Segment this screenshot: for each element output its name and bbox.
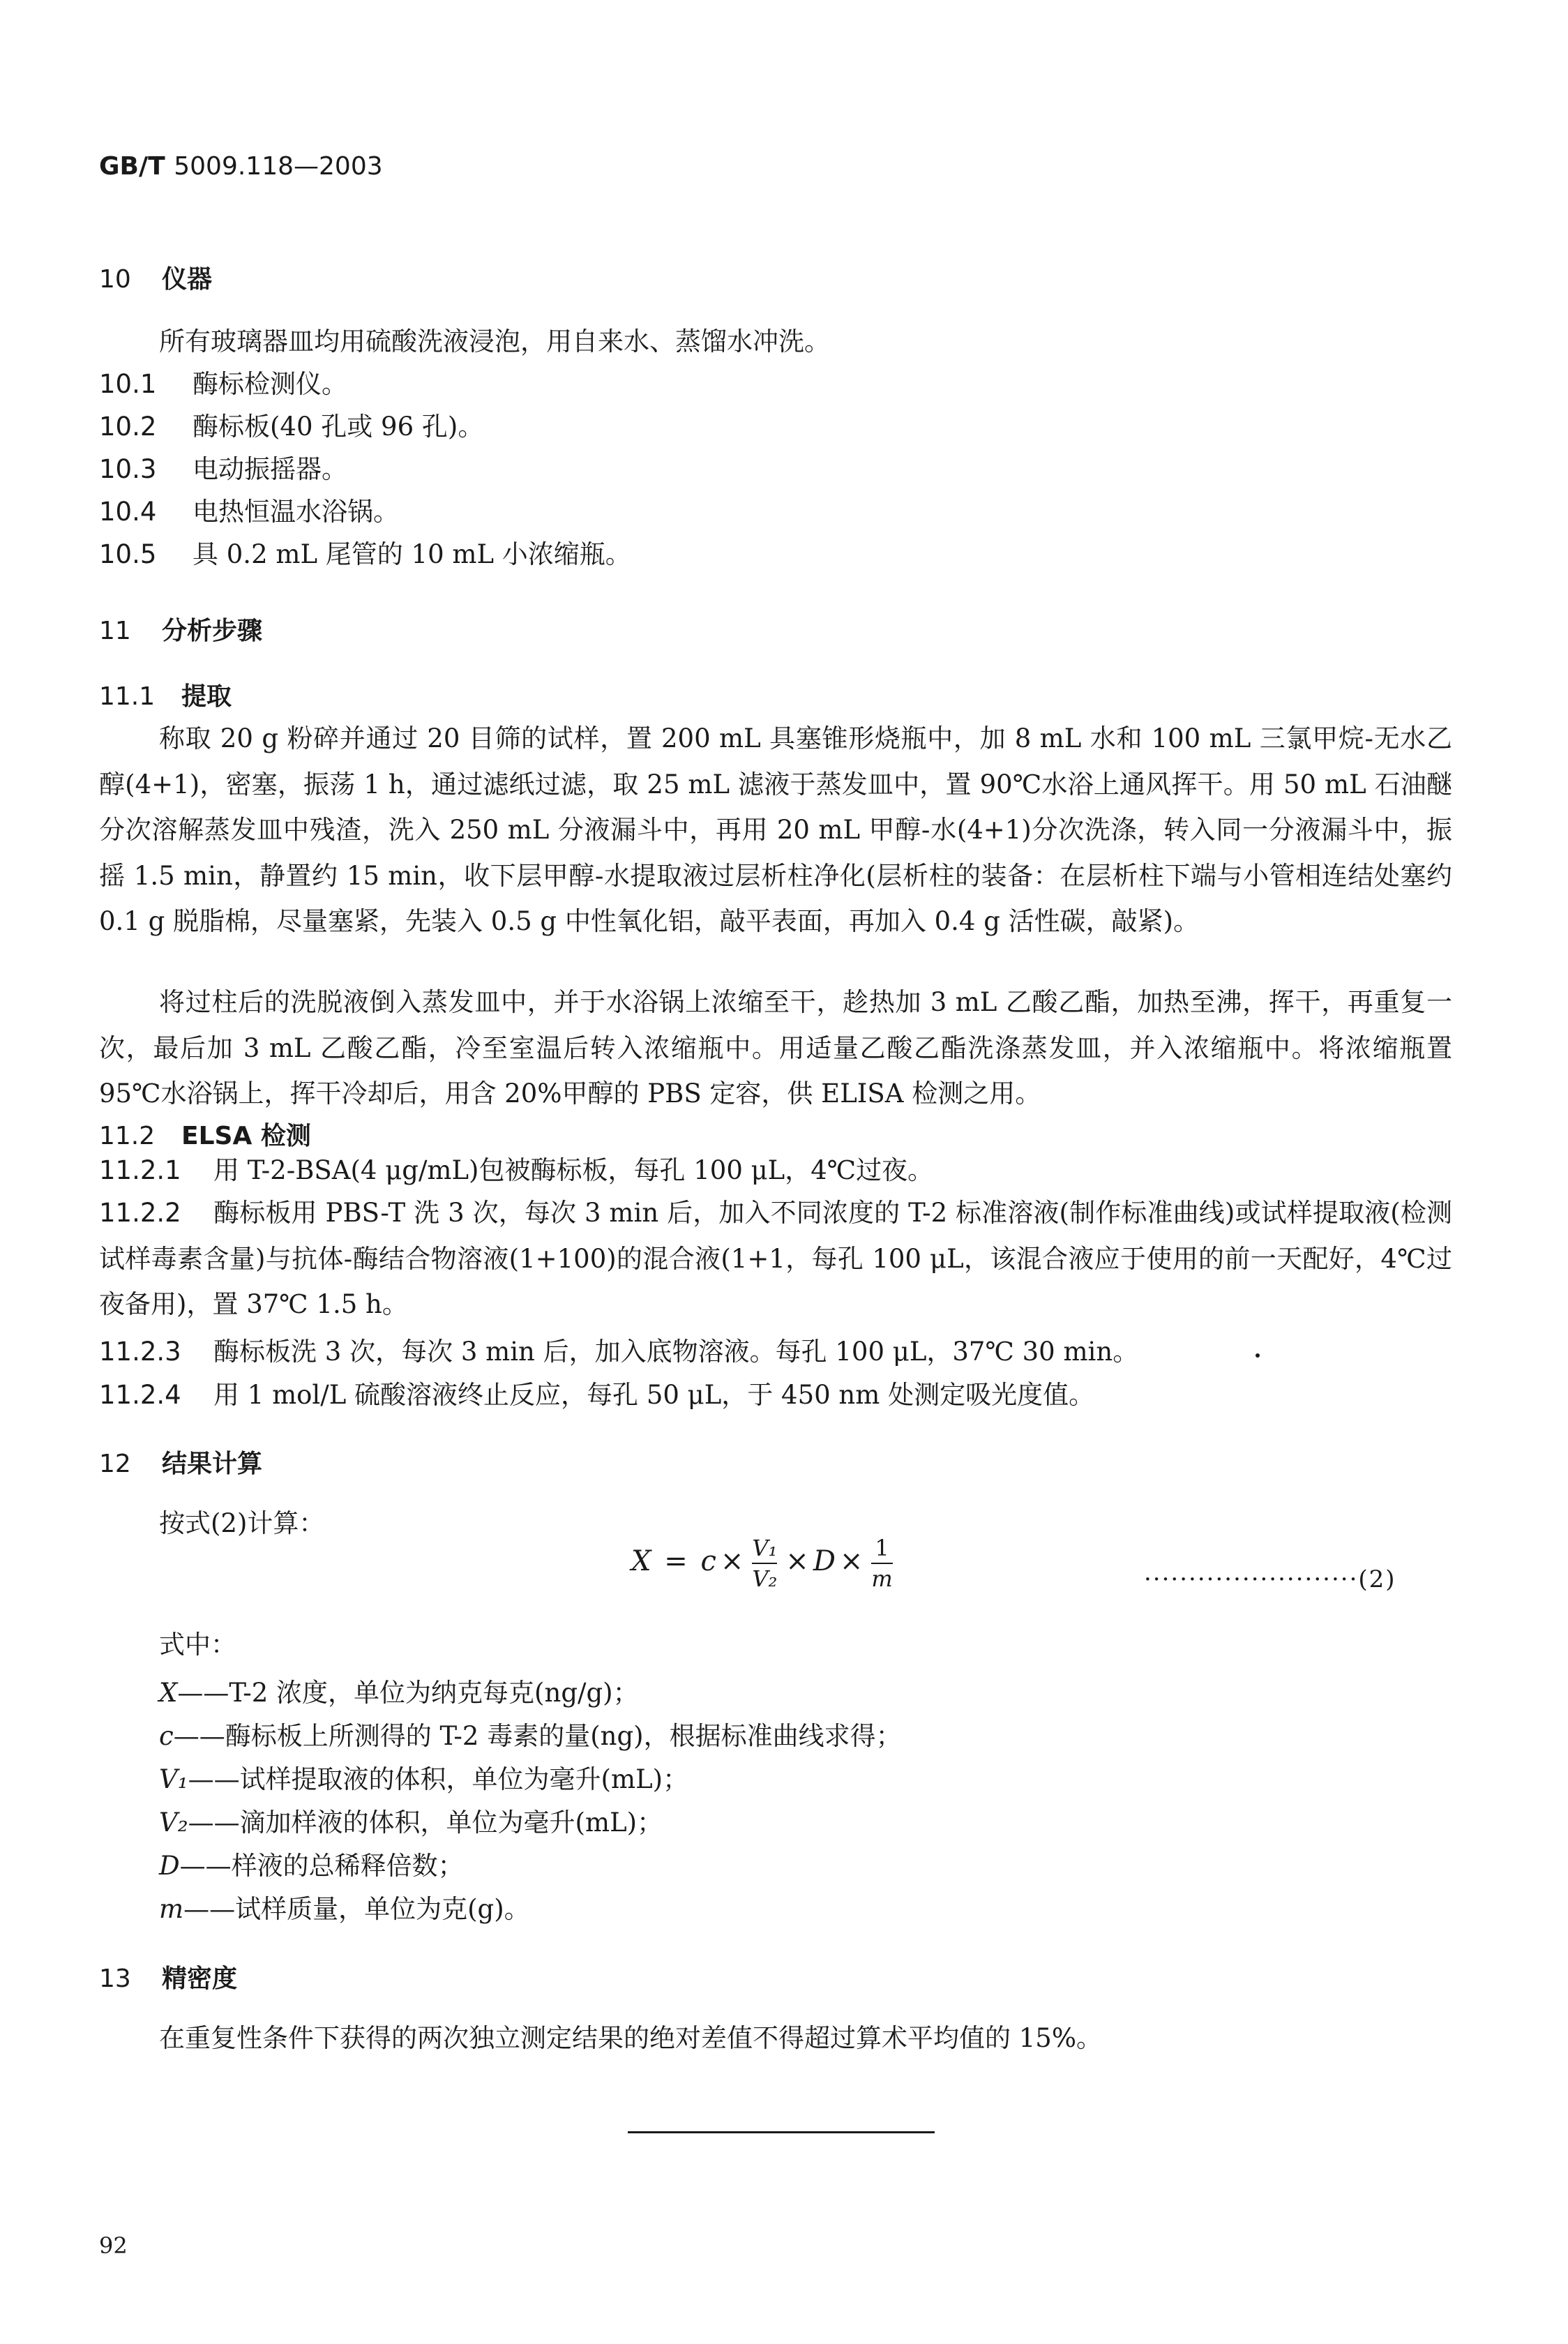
section-number: 11 bbox=[99, 617, 131, 645]
numerator: V₁ bbox=[752, 1535, 778, 1561]
fraction-1-m bbox=[871, 1535, 892, 1592]
legend-m bbox=[159, 1888, 530, 1925]
formula-equals: = bbox=[664, 1545, 688, 1577]
legend-text: ——滴加样液的体积，单位为毫升(mL)； bbox=[188, 1808, 663, 1838]
item-text: 电热恒温水浴锅。 bbox=[193, 497, 399, 527]
item-number: 10.4 bbox=[99, 497, 157, 527]
item-text: 酶标检测仪。 bbox=[193, 369, 347, 399]
legend-symbol: X bbox=[159, 1678, 178, 1708]
item-text: 酶标板(40 孔或 96 孔)。 bbox=[193, 412, 484, 442]
subsection-title: 提取 bbox=[181, 682, 232, 711]
legend-text: ——样液的总稀释倍数； bbox=[179, 1851, 464, 1881]
paragraph-extraction-2: 将过柱后的洗脱液倒入蒸发皿中，并于水浴锅上浓缩至干，趁热加 3 mL 乙酸乙酯，加热至沸，挥干，再重复一次，最后加 3 mL 乙酸乙酯，冷至室温后转入浓缩瓶中。用适量乙酸乙酯洗涤蒸发皿，并入浓缩瓶中。将浓缩瓶置 95℃水浴锅上，挥干冷却后，用含 20%甲醇的 PBS 定容，供 ELISA 检测之用。 bbox=[99, 987, 1452, 1109]
section-11-heading bbox=[99, 611, 262, 647]
item-10-4 bbox=[99, 495, 399, 529]
legend-c bbox=[159, 1715, 902, 1752]
item-text: 用 1 mol/L 硫酸溶液终止反应，每孔 50 μL，于 450 nm 处测定吸光度值。 bbox=[213, 1380, 1095, 1410]
formula-c: c bbox=[700, 1545, 716, 1577]
item-text: 用 T-2-BSA(4 μg/mL)包被酶标板，每孔 100 μL，4℃过夜。 bbox=[213, 1155, 934, 1185]
formula-lhs: X bbox=[631, 1545, 651, 1577]
legend-symbol: c bbox=[159, 1721, 174, 1751]
legend-v2 bbox=[159, 1801, 663, 1839]
item-text: 酶标板洗 3 次，每次 3 min 后，加入底物溶液。每孔 100 μL，37℃ 30 min。 bbox=[213, 1337, 1139, 1367]
subsection-11-2-heading bbox=[99, 1116, 311, 1152]
item-number: 10.1 bbox=[99, 369, 157, 399]
fraction-bar bbox=[871, 1563, 892, 1564]
section-title: 分析步骤 bbox=[162, 617, 263, 645]
scan-speck bbox=[1256, 1353, 1260, 1358]
item-text: 电动振摇器。 bbox=[193, 454, 347, 484]
legend-v1 bbox=[159, 1758, 688, 1796]
item-number: 11.2.3 bbox=[99, 1337, 181, 1367]
item-number: 10.3 bbox=[99, 454, 157, 484]
item-11-2-2 bbox=[99, 1190, 1452, 1328]
legend-text: ——酶标板上所测得的 T-2 毒素的量(ng)，根据标准曲线求得； bbox=[173, 1721, 902, 1751]
formula-d: D bbox=[813, 1545, 836, 1577]
item-10-3 bbox=[99, 453, 347, 486]
legend-text: ——试样提取液的体积，单位为毫升(mL)； bbox=[188, 1764, 689, 1794]
equation-number: ························(2) bbox=[1144, 1565, 1396, 1593]
section-number: 12 bbox=[99, 1450, 131, 1478]
section-title: 结果计算 bbox=[162, 1450, 263, 1478]
section-number: 13 bbox=[99, 1964, 131, 1993]
item-text: 酶标板用 PBS-T 洗 3 次，每次 3 min 后，加入不同浓度的 T-2 标准溶液(制作标准曲线)或试样提取液(检测试样毒素含量)与抗体-酶结合物溶液(1+100)的混合液(1+1，每孔 100 μL，该混合液应于使用的前一天配好，4℃过夜备用)，置 37℃ 1.5 h。 bbox=[99, 1198, 1452, 1319]
legend-symbol: D bbox=[159, 1851, 180, 1881]
where-label: 式中： bbox=[159, 1630, 236, 1660]
standard-code-prefix: GB/T bbox=[99, 152, 165, 181]
legend-d bbox=[159, 1845, 464, 1882]
end-rule bbox=[628, 2131, 935, 2133]
legend-symbol: V₁ bbox=[159, 1764, 188, 1794]
legend-x bbox=[159, 1671, 639, 1709]
legend-symbol: V₂ bbox=[159, 1808, 188, 1838]
denominator: m bbox=[871, 1565, 893, 1592]
denominator: V₂ bbox=[752, 1565, 778, 1592]
formula-times: × bbox=[785, 1545, 809, 1577]
item-11-2-4 bbox=[99, 1378, 1094, 1412]
formula-intro: 按式(2)计算： bbox=[159, 1508, 325, 1538]
section-number: 10 bbox=[99, 265, 131, 294]
item-number: 11.2.4 bbox=[99, 1380, 181, 1410]
section-10-heading bbox=[99, 260, 212, 295]
subsection-number: 11.2 bbox=[99, 1122, 156, 1150]
numerator: 1 bbox=[875, 1535, 889, 1561]
item-10-1 bbox=[99, 368, 347, 401]
item-number: 11.2.1 bbox=[99, 1155, 181, 1185]
item-number: 10.2 bbox=[99, 412, 157, 442]
item-text: 具 0.2 mL 尾管的 10 mL 小浓缩瓶。 bbox=[193, 539, 631, 569]
paragraph-extraction-1: 称取 20 g 粉碎并通过 20 目筛的试样，置 200 mL 具塞锥形烧瓶中，加 8 mL 水和 100 mL 三氯甲烷-无水乙醇(4+1)，密塞，振荡 1 h，通过滤纸过滤，取 25 mL 滤液于蒸发皿中，置 90℃水浴上通风挥干。用 50 mL 石油醚分次溶解蒸发皿中残渣，洗入 250 mL 分液漏斗中，再用 20 mL 甲醇-水(4+1)分次洗涤，转入同一分液漏斗中，振摇 1.5 min，静置约 15 min，收下层甲醇-水提取液过层析柱净化(层析柱的装备：在层析柱下端与小管相连结处塞约 0.1 g 脱脂棉，尽量塞紧，先装入 0.5 g 中性氧化铝，敲平表面，再加入 0.4 g 活性碳，敲紧)。 bbox=[99, 723, 1452, 936]
section-title: 精密度 bbox=[162, 1964, 238, 1993]
formula-times: × bbox=[839, 1545, 864, 1577]
item-11-2-3 bbox=[99, 1335, 1138, 1369]
section-13-heading bbox=[99, 1959, 237, 1994]
subsection-title: ELSA 检测 bbox=[181, 1122, 311, 1150]
item-number: 10.5 bbox=[99, 539, 157, 569]
formula-2 bbox=[631, 1535, 897, 1612]
item-number: 11.2.2 bbox=[99, 1198, 181, 1228]
legend-text: ——试样质量，单位为克(g)。 bbox=[183, 1894, 530, 1924]
section-12-heading bbox=[99, 1444, 262, 1480]
item-10-2 bbox=[99, 410, 483, 444]
formula-times: × bbox=[720, 1545, 744, 1577]
page-number: 92 bbox=[99, 2232, 128, 2259]
legend-symbol: m bbox=[159, 1894, 184, 1924]
standard-code bbox=[99, 152, 383, 181]
legend-text: ——T-2 浓度，单位为纳克每克(ng/g)； bbox=[177, 1678, 639, 1708]
item-11-2-1 bbox=[99, 1154, 933, 1187]
subsection-11-1-heading bbox=[99, 677, 232, 712]
fraction-bar bbox=[752, 1563, 777, 1564]
section-10-intro: 所有玻璃器皿均用硫酸洗液浸泡，用自来水、蒸馏水冲洗。 bbox=[159, 326, 830, 356]
item-10-5 bbox=[99, 538, 631, 571]
section-title: 仪器 bbox=[162, 265, 213, 294]
fraction-v1-v2 bbox=[752, 1535, 777, 1592]
precision-text: 在重复性条件下获得的两次独立测定结果的绝对差值不得超过算术平均值的 15%。 bbox=[159, 2023, 1102, 2053]
subsection-number: 11.1 bbox=[99, 682, 156, 711]
standard-code-number: 5009.118—2003 bbox=[174, 152, 383, 181]
